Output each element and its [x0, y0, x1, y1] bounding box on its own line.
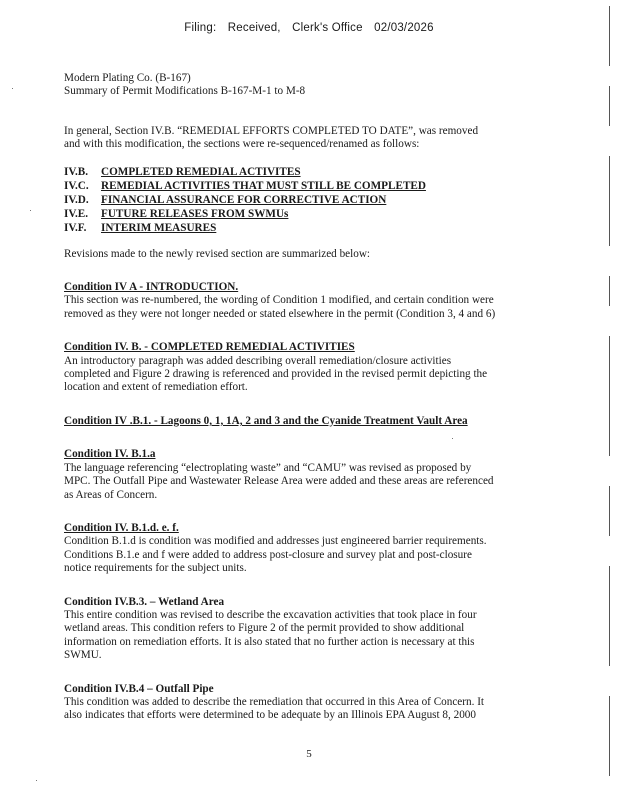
scan-speck [36, 780, 37, 781]
clerks-office-label: Clerk's Office [292, 22, 363, 34]
received-label: Received, [227, 22, 281, 34]
condition-heading: Condition IV. B.1.d. e. f. [64, 521, 179, 534]
condition-text: Condition B.1.d is condition was modified and addresses just engineered barrier requirements. Conditions B.1.e and f were added to address post-closure and survey plat and post-closure notice requirements for the subject units. [64, 535, 487, 575]
scan-edge-marks [609, 6, 611, 796]
scan-speck [452, 438, 453, 439]
condition-heading: Condition IV. B.1.a [64, 448, 156, 461]
document-body [64, 72, 534, 723]
general-paragraph [64, 125, 534, 152]
condition-text: An introductory paragraph was added describing overall remediation/closure activities completed and Figure 2 drawing is referenced and provided in the revised permit depicting the location and extent of remediation effort. [64, 354, 488, 394]
condition-text: This condition was added to describe the remediation that occurred in this Area of Concern. It also indicates that efforts were determined to be adequate by an Illinois EPA August 8, 2000 [64, 695, 485, 722]
paragraph-line: and with this modification, the sections were re-sequenced/renamed as follows: [64, 138, 420, 151]
sections-list [64, 165, 534, 235]
condition-text: This entire condition was revised to describe the excavation activities that took place in four wetland areas. This condition refers to Figure 2 of the permit provided to show additional information on remediation efforts. It is also stated that no further action is necessary at this SWMU. [64, 608, 477, 662]
list-item: IV.F. INTERIM MEASURES [64, 221, 217, 234]
list-item: IV.B. COMPLETED REMEDIAL ACTIVITES [64, 165, 301, 178]
condition-heading: Condition IV. B. - COMPLETED REMEDIAL ACTIVITIES [64, 341, 355, 354]
list-item: IV.D. FINANCIAL ASSURANCE FOR CORRECTIVE ACTION [64, 193, 387, 206]
page-number: 5 [306, 748, 312, 760]
list-item: IV.E. FUTURE RELEASES FROM SWMUs [64, 207, 289, 220]
condition-heading: Condition IV A - INTRODUCTION. [64, 281, 239, 294]
filing-header [0, 22, 618, 34]
summary-line: Summary of Permit Modifications B-167-M-1 to M-8 [64, 85, 306, 98]
paragraph-line: In general, Section IV.B. “REMEDIAL EFFORTS COMPLETED TO DATE”, was removed [64, 124, 479, 137]
condition-heading: Condition IV.B.3. – Wetland Area [64, 595, 225, 608]
condition-heading: Condition IV.B.4 – Outfall Pipe [64, 682, 214, 695]
filing-date: 02/03/2026 [374, 22, 434, 34]
condition-text: This section was re-numbered, the wording of Condition 1 modified, and certain condition were removed as they were not longer needed or stated elsewhere in the permit (Condition 3, 4 and 6) [64, 294, 496, 320]
list-item: IV.C. REMEDIAL ACTIVITIES THAT MUST STILL BE COMPLETED [64, 179, 426, 192]
scan-speck [30, 210, 31, 211]
company-line: Modern Plating Co. (B-167) [64, 72, 191, 84]
revisions-intro: Revisions made to the newly revised section are summarized below: [64, 247, 371, 260]
filing-label: Filing: [184, 22, 217, 34]
condition-text: The language referencing “electroplating waste” and “CAMU” was revised as proposed by MPC. The Outfall Pipe and Wastewater Release Area were added and these areas are referenced as Areas of Concern. [64, 461, 494, 501]
condition-heading: Condition IV .B.1. - Lagoons 0, 1, 1A, 2 and 3 and the Cyanide Treatment Vault Area [64, 414, 468, 427]
scan-speck [12, 88, 13, 89]
